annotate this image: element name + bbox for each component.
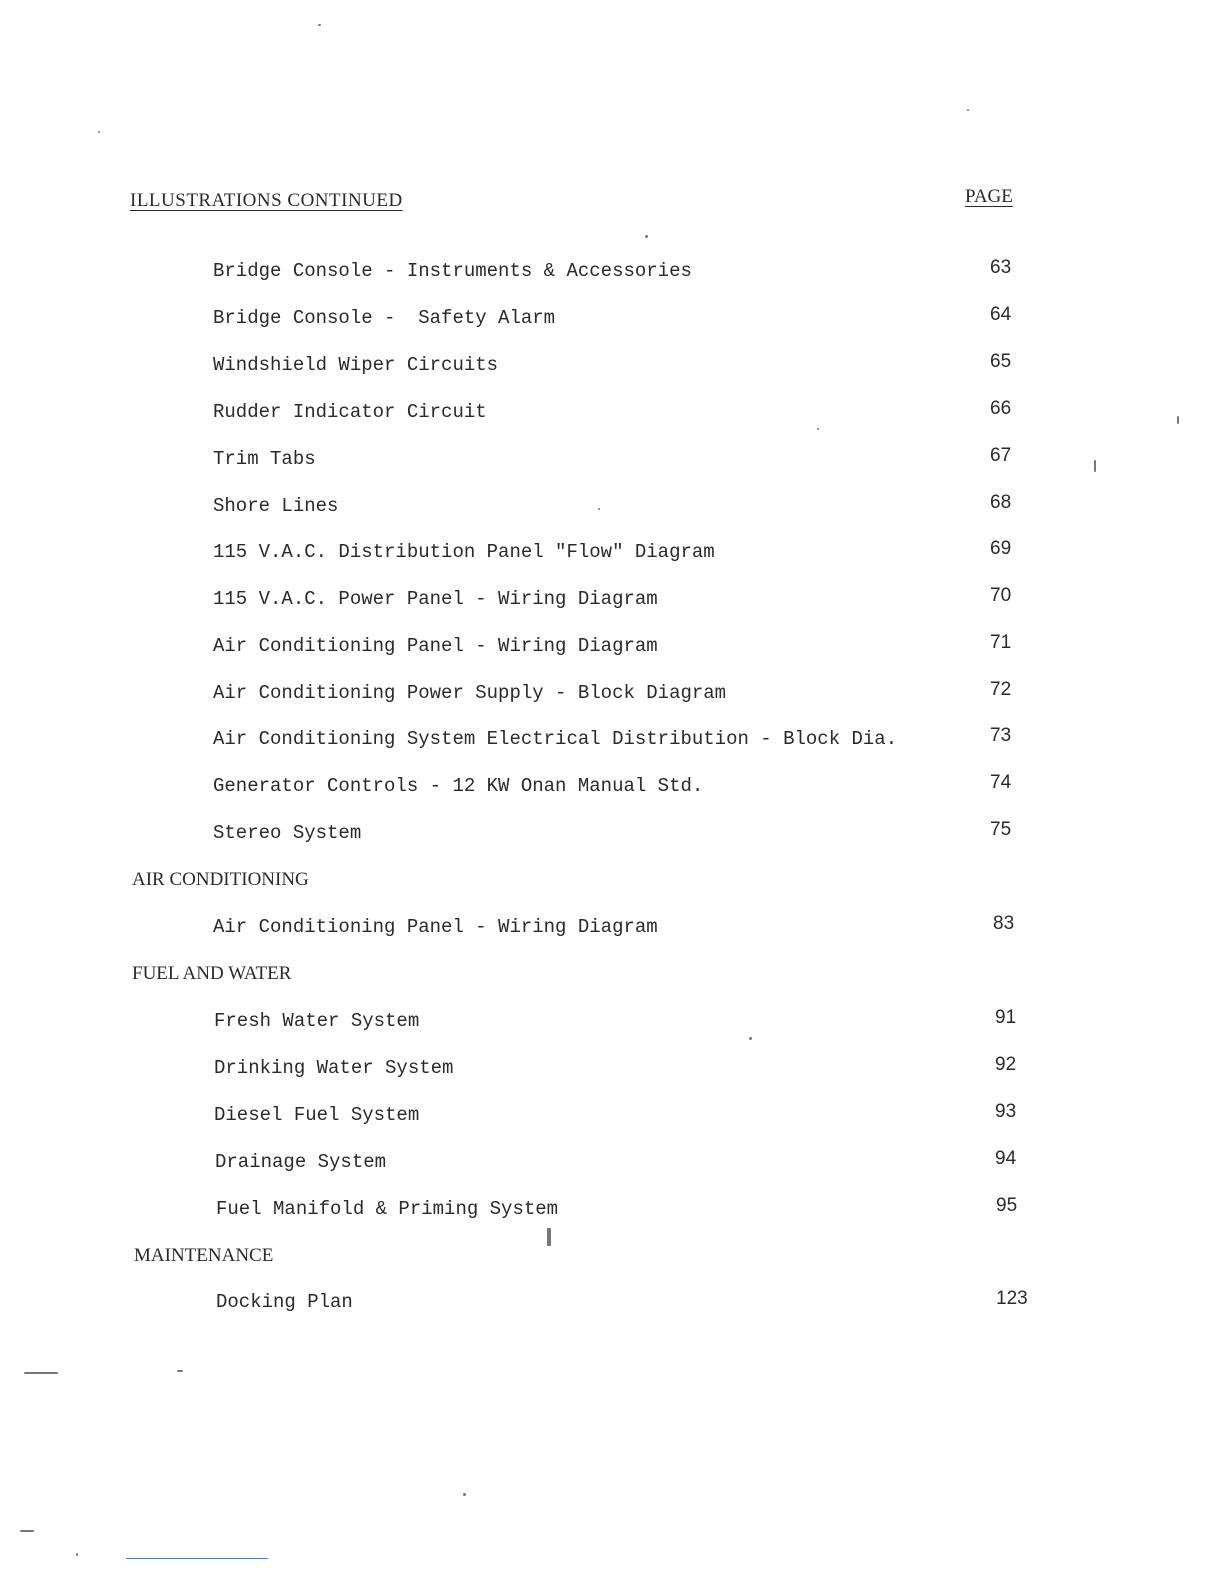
toc-entry: [0, 1288, 1224, 1321]
toc-entry: [0, 819, 1224, 852]
section-heading-row: [0, 869, 1224, 899]
entry-title: Bridge Console - Instruments & Accessories: [213, 260, 692, 282]
entry-title: Air Conditioning System Electrical Distribution - Block Dia.: [213, 728, 898, 750]
entry-title: Diesel Fuel System: [214, 1104, 420, 1126]
entry-page-number: 94: [995, 1148, 1017, 1169]
entry-title: Drinking Water System: [214, 1057, 454, 1079]
entry-title: Stereo System: [213, 822, 362, 844]
entry-page-number: 83: [993, 913, 1015, 934]
scan-speck: [177, 1370, 183, 1372]
toc-entry: [0, 1054, 1224, 1087]
entry-title: Air Conditioning Panel - Wiring Diagram: [213, 916, 658, 938]
entry-page-number: 123: [996, 1288, 1028, 1309]
toc-entry: [0, 1101, 1224, 1134]
scan-speck: [98, 131, 100, 133]
entry-page-number: 95: [996, 1195, 1018, 1216]
toc-entry: [0, 1195, 1224, 1228]
toc-entry: [0, 257, 1224, 290]
entry-page-number: 70: [990, 585, 1012, 606]
toc-entry: [0, 679, 1224, 712]
toc-entry: [0, 632, 1224, 665]
section-title-maintenance: MAINTENANCE: [134, 1245, 274, 1266]
entry-title: Rudder Indicator Circuit: [213, 401, 487, 423]
scan-speck: [547, 1228, 551, 1246]
entry-page-number: 93: [995, 1101, 1017, 1122]
entry-page-number: 65: [990, 351, 1012, 372]
entry-title: Fresh Water System: [214, 1010, 420, 1032]
entry-title: Drainage System: [215, 1151, 387, 1173]
entry-page-number: 67: [990, 445, 1012, 466]
page-column-heading: PAGE: [965, 186, 1013, 207]
toc-entry: [0, 725, 1224, 758]
scan-speck: [749, 1037, 752, 1040]
toc-entry: [0, 585, 1224, 618]
toc-entry: [0, 492, 1224, 525]
entry-page-number: 73: [990, 725, 1012, 746]
toc-entry: [0, 538, 1224, 571]
toc-entry: [0, 398, 1224, 431]
entry-title: Generator Controls - 12 KW Onan Manual Std.: [213, 775, 704, 797]
entry-page-number: 74: [990, 772, 1012, 793]
footnote-rule: [126, 1558, 268, 1559]
entry-title: Trim Tabs: [213, 448, 316, 470]
entry-page-number: 64: [990, 304, 1012, 325]
toc-entry: [0, 304, 1224, 337]
scan-speck: [645, 235, 648, 238]
scan-speck: [598, 508, 600, 510]
entry-page-number: 66: [990, 398, 1012, 419]
entry-title: Air Conditioning Power Supply - Block Diagram: [213, 682, 727, 704]
entry-title: Fuel Manifold & Priming System: [216, 1198, 559, 1220]
toc-entry: [0, 445, 1224, 478]
toc-entry: [0, 772, 1224, 805]
entry-page-number: 63: [990, 257, 1012, 278]
scan-speck: [20, 1530, 34, 1532]
entry-title: Shore Lines: [213, 495, 339, 517]
entry-page-number: 68: [990, 492, 1012, 513]
scan-speck: [463, 1493, 466, 1496]
entry-page-number: 72: [990, 679, 1012, 700]
entry-title: Docking Plan: [216, 1291, 353, 1313]
section-title-illustrations-continued: ILLUSTRATIONS CONTINUED: [130, 190, 403, 211]
scan-speck: [24, 1372, 58, 1374]
section-heading-row: [0, 1245, 1224, 1275]
toc-entry: [0, 1007, 1224, 1040]
scan-speck: [318, 24, 321, 26]
section-title-fuel-and-water: FUEL AND WATER: [132, 963, 292, 984]
entry-page-number: 91: [995, 1007, 1017, 1028]
scan-speck: [1094, 460, 1096, 472]
section-title-air-conditioning: AIR CONDITIONING: [132, 869, 309, 890]
toc-entry: [0, 913, 1224, 946]
entry-page-number: 75: [990, 819, 1012, 840]
entry-page-number: 69: [990, 538, 1012, 559]
section-heading-row: [0, 963, 1224, 993]
entry-title: 115 V.A.C. Power Panel - Wiring Diagram: [213, 588, 658, 610]
scan-speck: [817, 428, 819, 430]
entry-page-number: 92: [995, 1054, 1017, 1075]
entry-title: 115 V.A.C. Distribution Panel "Flow" Diagram: [213, 541, 715, 563]
scan-speck: [1177, 416, 1179, 424]
toc-entry: [0, 351, 1224, 384]
entry-title: Air Conditioning Panel - Wiring Diagram: [213, 635, 658, 657]
entry-title: Windshield Wiper Circuits: [213, 354, 499, 376]
toc-entry: [0, 1148, 1224, 1181]
scan-speck: [967, 109, 969, 111]
entry-title: Bridge Console - Safety Alarm: [213, 307, 556, 329]
entry-page-number: 71: [990, 632, 1012, 653]
scan-speck: [76, 1553, 78, 1556]
